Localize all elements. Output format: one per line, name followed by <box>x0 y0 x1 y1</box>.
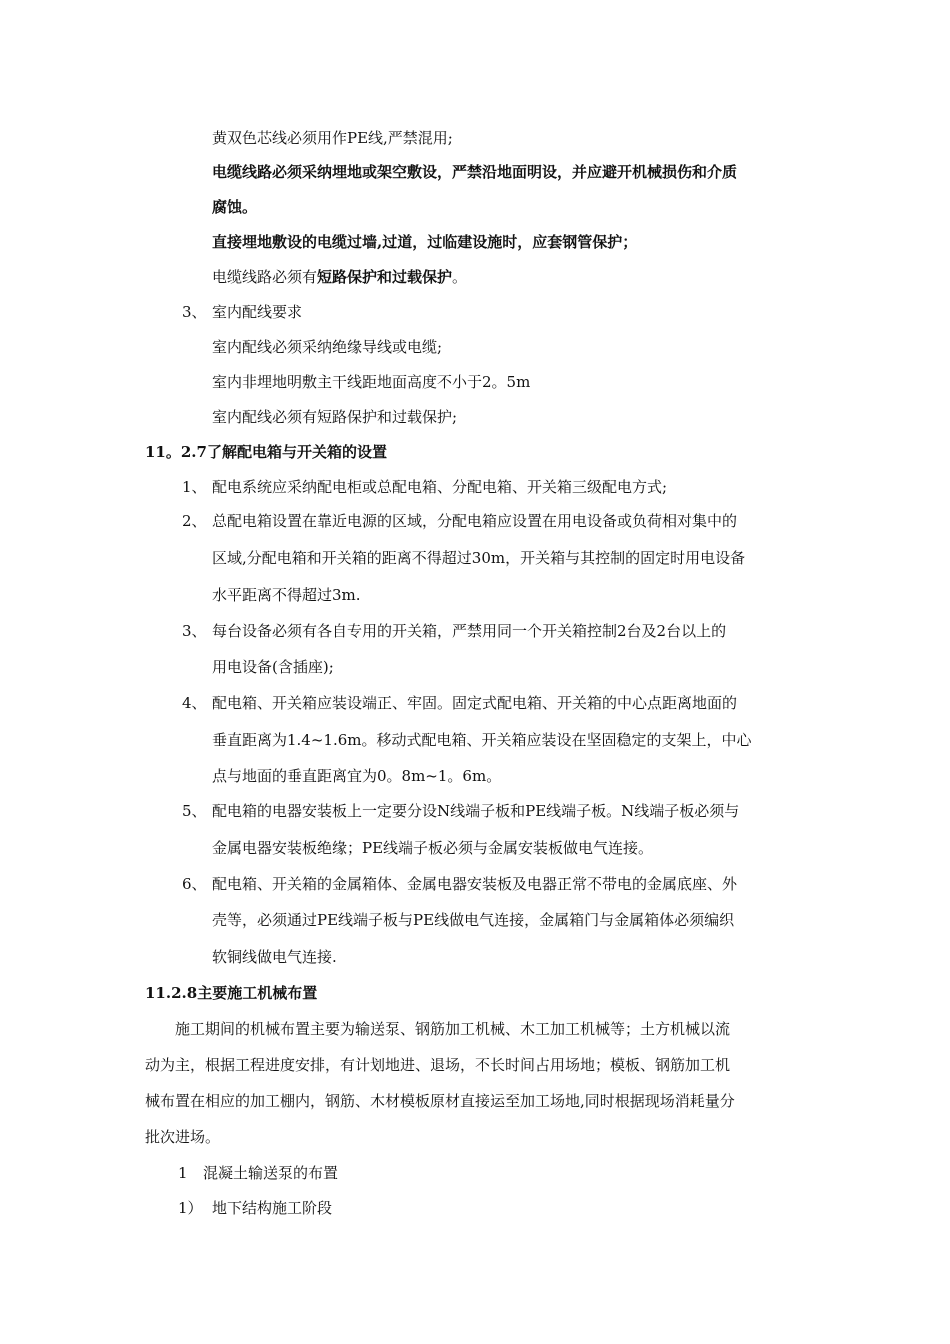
list-line: 配电箱、开关箱的金属箱体、金属电器安装板及电器正常不带电的金属底座、外 <box>212 875 738 893</box>
list-line: 配电系统应采纳配电柜或总配电箱、分配电箱、开关箱三级配电方式; <box>212 478 668 496</box>
text-line-bold: 直接埋地敷设的电缆过墙,过道，过临建设施时，应套钢管保护； <box>212 233 638 251</box>
list-line: 每台设备必须有各自专用的开关箱，严禁用同一个开关箱控制2台及2台以上的 <box>212 622 727 640</box>
item-title: 室内配线要求 <box>212 303 303 321</box>
list-line: 金属电器安装板绝缘；PE线端子板必须与金属安装板做电气连接。 <box>212 839 654 857</box>
list-number: 3、 <box>182 622 207 640</box>
list-line: 壳等，必须通过PE线端子板与PE线做电气连接，金属箱门与金属箱体必须编织 <box>212 911 735 929</box>
item-number: 3、 <box>182 303 207 321</box>
sub-number: 1 <box>178 1164 188 1182</box>
paragraph-line: 施工期间的机械布置主要为输送泵、钢筋加工机械、木工加工机械等；土方机械以流 <box>175 1020 731 1038</box>
text-line <box>212 267 467 287</box>
text-line: 室内非埋地明敷主干线距地面高度不小于2。5m <box>212 373 531 391</box>
text-span-bold: 短路保护和过载保护 <box>317 268 453 286</box>
list-number: 2、 <box>182 512 207 530</box>
paragraph-line: 械布置在相应的加工棚内，钢筋、木材模板原材直接运至加工场地,同时根据现场消耗量分 <box>145 1092 735 1110</box>
sub-title: 地下结构施工阶段 <box>212 1199 333 1217</box>
list-number: 6、 <box>182 875 207 893</box>
paragraph-line: 批次进场。 <box>145 1128 221 1146</box>
list-number: 1、 <box>182 478 207 496</box>
text-span: 电缆线路必须有 <box>212 268 318 286</box>
list-line: 配电箱的电器安装板上一定要分设N线端子板和PE线端子板。N线端子板必须与 <box>212 802 740 820</box>
list-line: 总配电箱设置在靠近电源的区域，分配电箱应设置在用电设备或负荷相对集中的 <box>212 512 738 530</box>
heading-number: 11。2.7 <box>145 443 207 461</box>
section-heading: 11.2.8主要施工机械布置 <box>145 984 318 1002</box>
list-line: 点与地面的垂直距离宜为0。8m~1。6m。 <box>212 767 502 785</box>
text-line-bold: 腐蚀。 <box>212 198 258 216</box>
text-line: 室内配线必须采纳绝缘导线或电缆; <box>212 338 443 356</box>
paragraph-line: 动为主，根据工程进度安排，有计划地进、退场，不长时间占用场地；模板、钢筋加工机 <box>145 1056 731 1074</box>
list-number: 4、 <box>182 694 207 712</box>
list-line: 垂直距离为1.4~1.6m。移动式配电箱、开关箱应装设在坚固稳定的支架上，中心 <box>212 731 752 749</box>
text-line: 黄双色芯线必须用作PE线,严禁混用; <box>212 129 453 147</box>
list-line: 配电箱、开关箱应装设端正、牢固。固定式配电箱、开关箱的中心点距离地面的 <box>212 694 738 712</box>
list-number: 5、 <box>182 802 207 820</box>
list-line: 区域,分配电箱和开关箱的距离不得超过30m，开关箱与其控制的固定时用电设备 <box>212 549 746 567</box>
list-line: 用电设备(含插座); <box>212 658 334 676</box>
text-line-bold: 电缆线路必须采纳埋地或架空敷设，严禁沿地面明设，并应避开机械损伤和介质 <box>212 163 738 181</box>
sub-number: 1） <box>178 1199 203 1217</box>
section-heading <box>145 442 387 462</box>
sub-title: 混凝土输送泵的布置 <box>203 1164 339 1182</box>
text-span: 。 <box>452 268 468 286</box>
list-line: 水平距离不得超过3m. <box>212 586 361 604</box>
heading-title: 了解配电箱与开关箱的设置 <box>206 443 387 461</box>
text-line: 室内配线必须有短路保护和过载保护; <box>212 408 458 426</box>
list-line: 软铜线做电气连接. <box>212 948 337 966</box>
